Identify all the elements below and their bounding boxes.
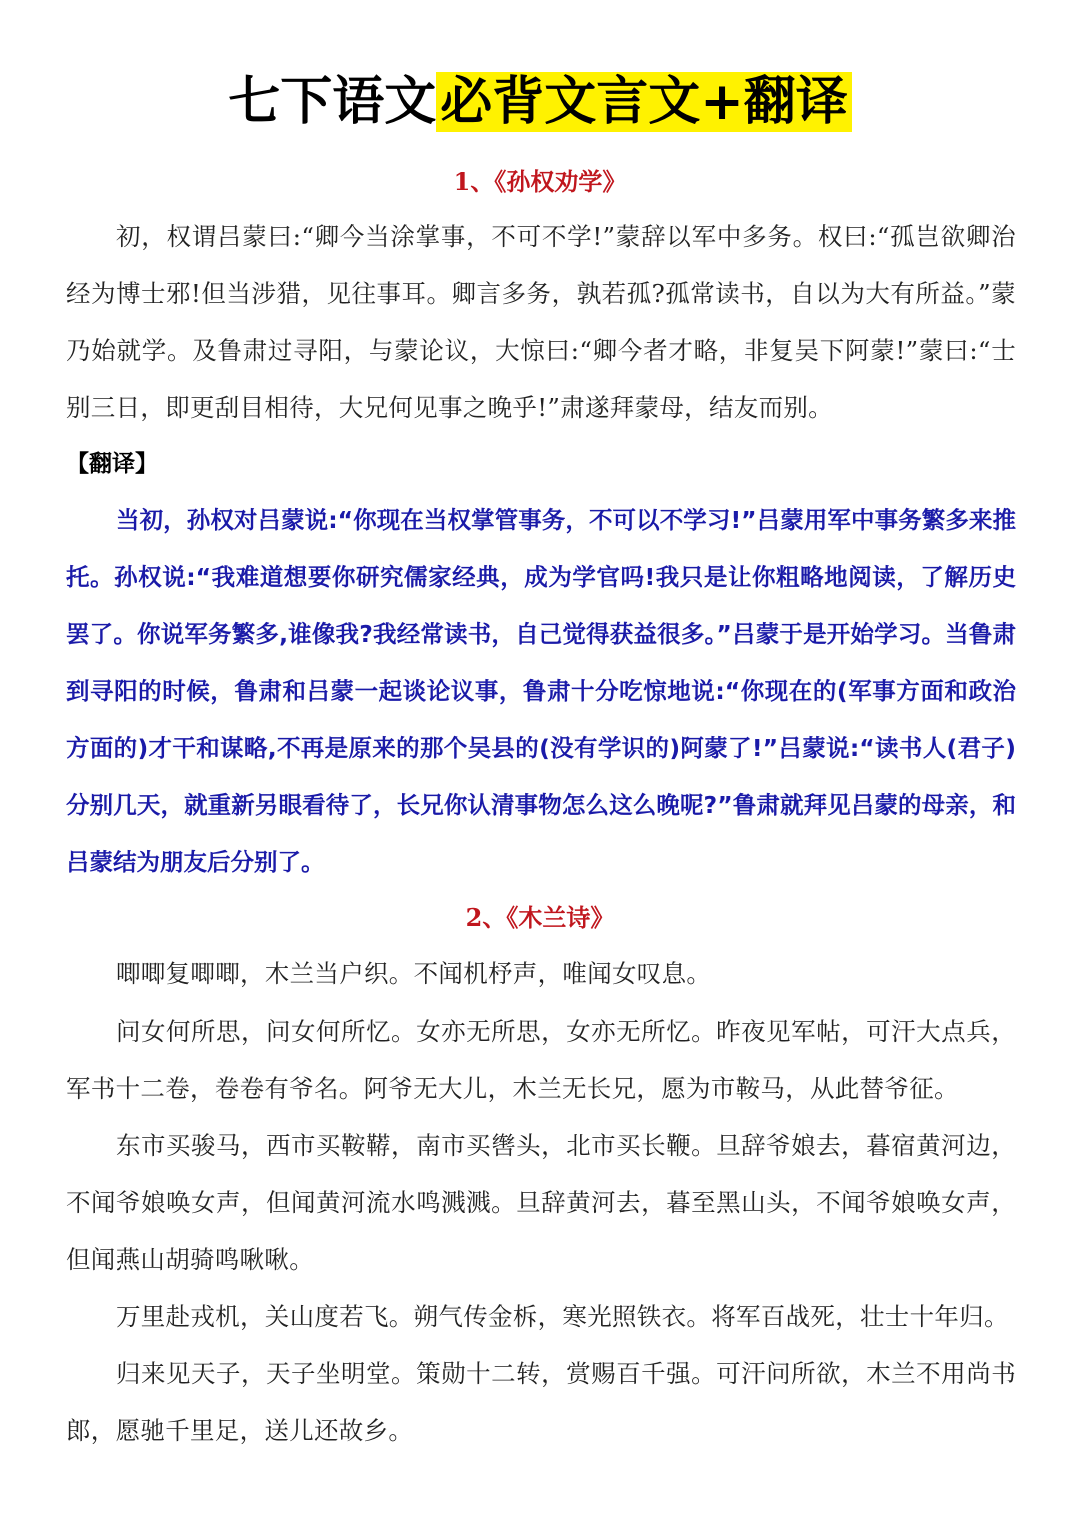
section1-translation-text: 当初，孙权对吕蒙说:“你现在当权掌管事务，不可以不学习!”吕蒙用军中事务繁多来推托。孙权说:“我难道想要你研究儒家经典，成为学官吗!我只是让你粗略地阅读，了解历史罢了。你说军务繁多,谁像我?我经常读书，自己觉得获益很多。”吕蒙于是开始学习。当鲁肃到寻阳的时候，鲁肃和吕蒙一起谈论议事，鲁肃十分吃惊地说:“你现在的(军事方面和政治方面的)才干和谋略,不再是原来的那个吴县的(没有学识的)阿蒙了!”吕蒙说:“读书人(君子)分别几天，就重新另眼看待了，长兄你认清事物怎么这么晚呢?”鲁肃就拜见吕蒙的母亲，和吕蒙结为朋友后分别了。 xyxy=(66,506,1016,876)
poem-paragraph: 问女何所思，问女何所忆。女亦无所思，女亦无所忆。昨夜见军帖，可汗大点兵，军书十二卷，卷卷有爷名。阿爷无大儿，木兰无长兄，愿为市鞍马，从此替爷征。 xyxy=(66,1017,1016,1103)
poem-paragraph: 万里赴戎机，关山度若飞。朔气传金柝，寒光照铁衣。将军百战死，壮士十年归。 xyxy=(116,1302,1009,1331)
section2-heading: 2、《木兰诗》 xyxy=(465,903,615,932)
section1-original-text: 初，权谓吕蒙曰:“卿今当涂掌事，不可不学!”蒙辞以军中多务。权曰:“孤岂欲卿治经为博士邪!但当涉猎，见往事耳。卿言多务，孰若孤?孤常读书，自以为大有所益。”蒙乃始就学。及鲁肃过寻阳，与蒙论议，大惊曰:“卿今者才略，非复吴下阿蒙!”蒙曰:“士别三日，即更刮目相待，大兄何见事之晚乎!”肃遂拜蒙母，结友而别。 xyxy=(66,222,1016,422)
poem-paragraph: 归来见天子，天子坐明堂。策勋十二转，赏赐百千强。可汗问所欲，木兰不用尚书郎，愿驰千里足，送儿还故乡。 xyxy=(66,1359,1016,1445)
title-plain: 七下语文 xyxy=(228,72,437,132)
page-title xyxy=(0,62,1080,142)
poem-paragraph: 唧唧复唧唧，木兰当户织。不闻机杼声，唯闻女叹息。 xyxy=(116,959,712,988)
section1-heading: 1、《孙权劝学》 xyxy=(453,167,627,196)
translation-label: 【翻译】 xyxy=(66,451,158,477)
title-highlighted: 必背文言文+翻译 xyxy=(436,72,852,132)
poem-paragraph: 东市买骏马，西市买鞍鞯，南市买辔头，北市买长鞭。旦辞爷娘去，暮宿黄河边，不闻爷娘唤女声，但闻黄河流水鸣溅溅。旦辞黄河去，暮至黑山头，不闻爷娘唤女声，但闻燕山胡骑鸣啾啾。 xyxy=(66,1131,1016,1274)
